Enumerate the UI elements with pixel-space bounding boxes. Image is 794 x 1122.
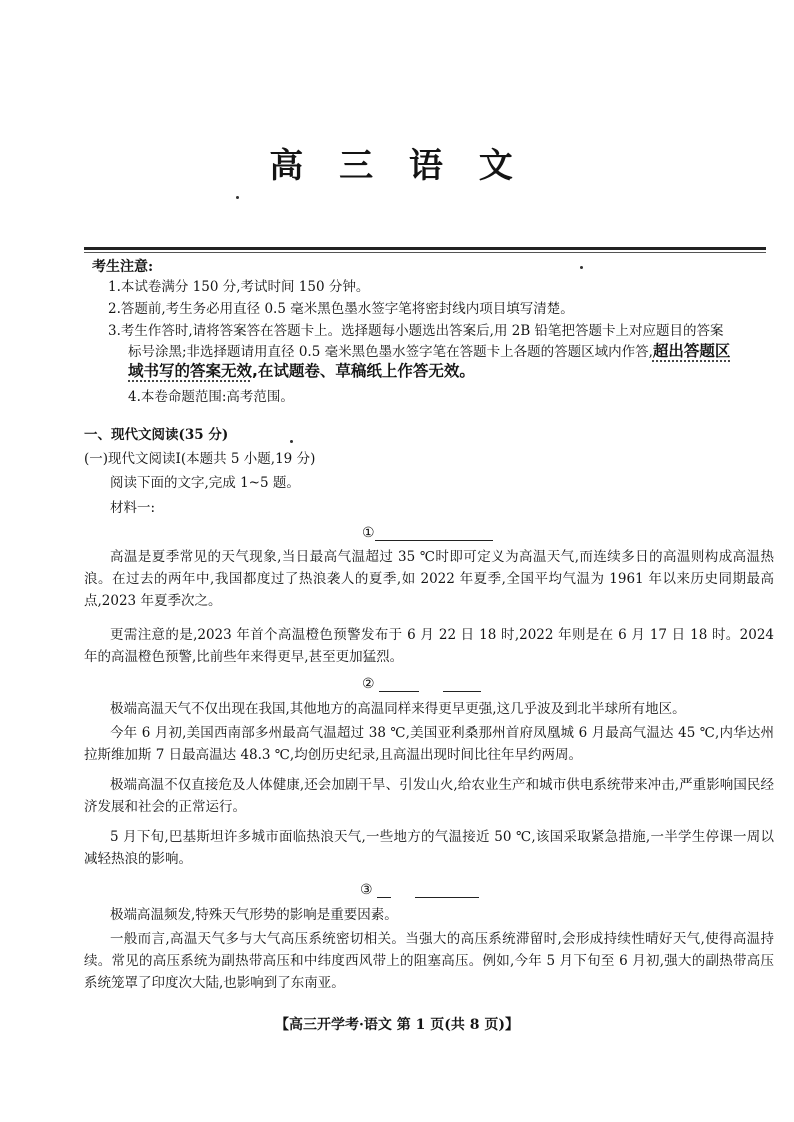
blank-2 xyxy=(362,676,481,692)
notice-item-3-handwritten-3: ,在试题卷、草稿纸上作答无效。 xyxy=(252,362,475,380)
marker-1: ① xyxy=(362,525,375,541)
scan-speck xyxy=(236,196,239,199)
page-title: 高 三 语 文 xyxy=(269,146,525,186)
notice-item-4: 4.本卷命题范围:高考范围。 xyxy=(128,389,294,405)
notice-heading: 考生注意: xyxy=(92,259,154,275)
marker-3: ③ xyxy=(360,882,373,898)
page-footer: 【高三开学考·语文 第 1 页(共 8 页)】 xyxy=(275,1017,519,1033)
blank-3 xyxy=(360,882,479,898)
header-rule xyxy=(84,247,766,250)
marker-2: ② xyxy=(362,676,375,692)
header-rule-thin xyxy=(84,252,766,253)
notice-item-3-line-3 xyxy=(128,360,778,383)
paragraph-4: 今年 6 月初,美国西南部多州最高气温超过 38 ℃,美国亚利桑那州首府凤凰城 6 月最高气温达 45 ℃,内华达州拉斯维加斯 7 日最高温达 48.3 ℃,均创历史纪录,且高温出现时间比往年早约两周。 xyxy=(84,725,774,763)
section-subheading: (一)现代文阅读Ⅰ(本题共 5 小题,19 分) xyxy=(84,451,316,467)
paragraph-6: 5 月下旬,巴基斯坦许多城市面临热浪天气,一些地方的气温接近 50 ℃,该国采取紧急措施,一半学生停课一周以减轻热浪的影响。 xyxy=(84,829,774,867)
scan-speck xyxy=(580,266,583,269)
instruction-text: 阅读下面的文字,完成 1~5 题。 xyxy=(110,475,300,491)
paragraph-3: 极端高温天气不仅出现在我国,其他地方的高温同样来得更早更强,这几乎波及到北半球所有地区。 xyxy=(110,701,686,717)
notice-item-1: 1.本试卷满分 150 分,考试时间 150 分钟。 xyxy=(108,279,370,295)
notice-item-3-text: 标号涂黑;非选择题请用直径 0.5 毫米黑色墨水签字笔在答题卡上各题的答题区域内作答, xyxy=(128,344,653,360)
paragraph-5: 极端高温不仅直接危及人体健康,还会加剧干旱、引发山火,给农业生产和城市供电系统带来冲击,严重影响国民经济发展和社会的正常运行。 xyxy=(84,777,774,815)
notice-item-3-handwritten-2: 域书写的答案无效 xyxy=(128,362,253,380)
notice-item-3-handwritten: 超出答题区 xyxy=(652,342,731,360)
blank-1 xyxy=(362,525,493,541)
scan-speck xyxy=(290,440,293,443)
material-label: 材料一: xyxy=(110,500,156,516)
paragraph-8: 一般而言,高温天气多与大气高压系统密切相关。当强大的高压系统滞留时,会形成持续性晴好天气,使得高温持续。常见的高压系统为副热带高压和中纬度西风带上的阻塞高压。例如,今年 5 月下旬至 6 月初,强大的副热带高压系统笼罩了印度次大陆,也影响到了东南亚。 xyxy=(84,931,774,991)
notice-item-2: 2.答题前,考生务必用直径 0.5 毫米黑色墨水签字笔将密封线内项目填写清楚。 xyxy=(108,301,574,317)
paragraph-2: 更需注意的是,2023 年首个高温橙色预警发布于 6 月 22 日 18 时,2022 年则是在 6 月 17 日 18 时。2024 年的高温橙色预警,比前些年来得更早,甚至更加猛烈。 xyxy=(84,627,774,665)
paragraph-1: 高温是夏季常见的天气现象,当日最高气温超过 35 ℃时即可定义为高温天气,而连续多日的高温则构成高温热浪。在过去的两年中,我国都度过了热浪袭人的夏季,如 2022 年夏季,全国平均气温为 1961 年以来历史同期最高点,2023 年夏季次之。 xyxy=(84,549,774,609)
notice-item-3-line-1: 3.考生作答时,请将答案答在答题卡上。选择题每小题选出答案后,用 2B 铅笔把答题卡上对应题目的答案 xyxy=(108,323,724,339)
paragraph-7: 极端高温频发,特殊天气形势的影响是重要因素。 xyxy=(110,907,398,923)
section-heading: 一、现代文阅读(35 分) xyxy=(84,427,229,443)
